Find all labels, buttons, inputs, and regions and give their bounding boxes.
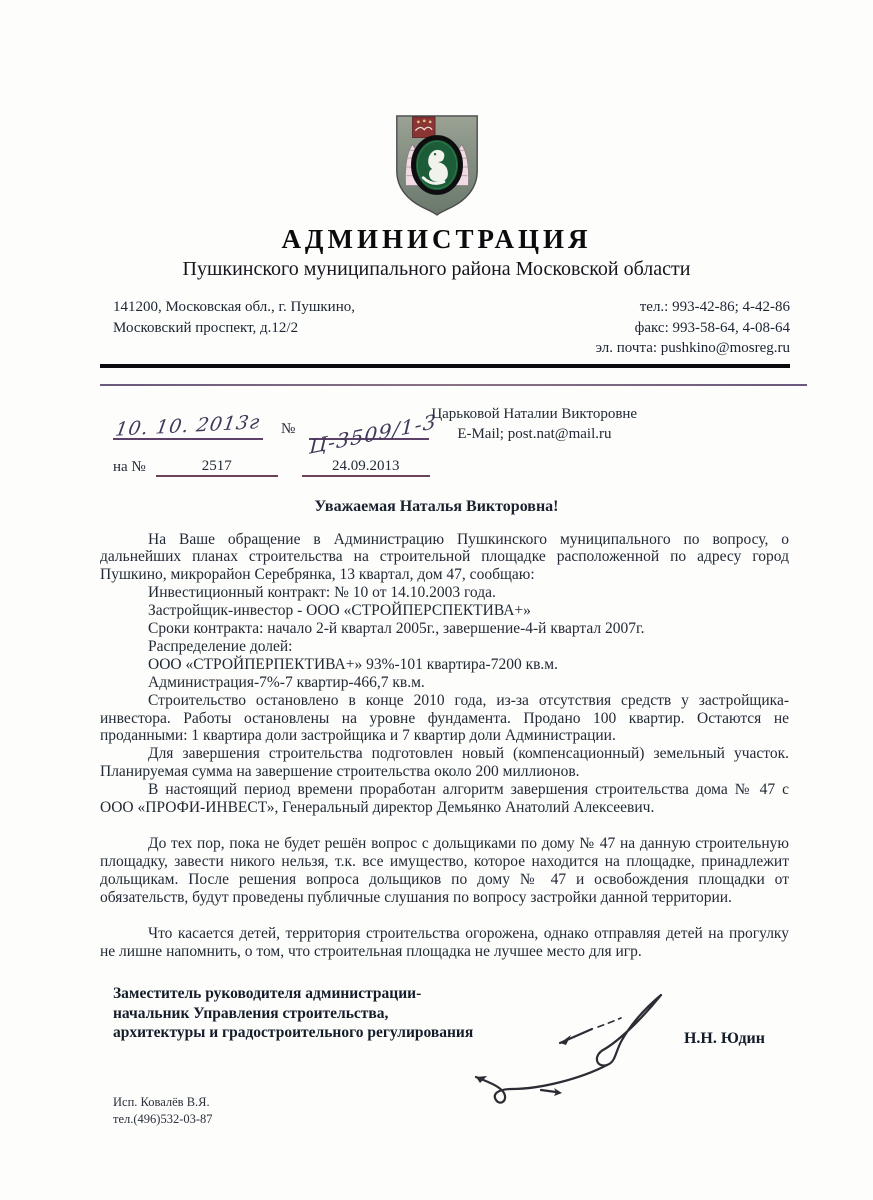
signatory-title-line: начальник Управления строительства,	[113, 1004, 389, 1022]
address-line-2: Московский проспект, д.12/2	[113, 319, 299, 336]
body-paragraph: Застройщик-инвестор - ООО «СТРОЙПЕРСПЕКТИВА+»	[148, 602, 531, 620]
signatory-title-line: архитектуры и градостроительного регулирования	[113, 1024, 474, 1042]
outgoing-ref-row	[113, 400, 790, 459]
signatory-name: Н.Н. Юдин	[683, 1030, 765, 1048]
coat-of-arms-icon	[392, 114, 482, 216]
number-sign: №	[281, 420, 296, 437]
body-paragraph: ООО «СТРОЙПЕРПЕКТИВА+» 93%-101 квартира-7200 кв.м.	[148, 655, 558, 673]
divider-thin	[100, 384, 807, 386]
address-line-1: 141200, Московская обл., г. Пушкино,	[113, 299, 355, 315]
body-paragraph: Инвестиционный контракт: № 10 от 14.10.2003 года.	[148, 584, 496, 602]
org-subtitle: Пушкинского муниципального района Московской области	[182, 258, 691, 280]
org-name: АДМИНИСТРАЦИЯ	[281, 224, 592, 254]
body-paragraph: До тех пор, пока не будет решён вопрос с дольщиками по дому № 47 на данную строительную площадку, завести никого нельзя, т.к. все имущество, которое находится на площадке, принадлежит дольщикам. После решения вопроса дольщиков по дому № 47 и освобождения площадки от обязательств, будут проведены публичные слушания по вопросу застройки данной территории.	[100, 835, 789, 906]
letterhead	[0, 0, 873, 281]
body-paragraph: Администрация-7%-7 квартир-466,7 кв.м.	[148, 673, 425, 691]
fax-line: факс: 993-58-64, 4-08-64	[634, 319, 790, 336]
outgoing-date-field	[113, 410, 263, 441]
contact-block	[113, 297, 790, 359]
outgoing-number-field	[309, 408, 438, 459]
signatory-title-line: Заместитель руководителя администрации-	[113, 985, 422, 1003]
body-paragraph: Строительство остановлено в конце 2010 года, из-за отсутствия средств у застройщика-инвестора. Работы остановлены на уровне фундамента. Продано 100 квартир. Остаются не проданными: 1 квартира доли застройщика и 7 квартир доли Администрации.	[100, 691, 789, 745]
salutation: Уважаемая Наталья Викторовна!	[314, 497, 559, 515]
phone-line: тел.: 993-42-86; 4-42-86	[639, 299, 790, 315]
contact-details	[596, 297, 790, 359]
executor-phone: тел.(496)532-03-87	[113, 1111, 213, 1126]
body-paragraph: Что касается детей, территория строительства огорожена, однако отправляя детей на прогулку не лишне напомнить, о том, что строительная площадка не лучшее место для игр.	[100, 924, 789, 960]
handwritten-date: 10. 10. 2013г	[113, 410, 263, 441]
body-paragraph: В настоящий период времени проработан алгоритм завершения строительства дома № 47 с ООО «ПРОФИ-ИНВЕСТ», Генеральный директор Демьянко Анатолий Алексеевич.	[100, 781, 789, 817]
recipient-block	[431, 404, 637, 444]
reply-number-field: 2517	[156, 458, 278, 477]
reference-block	[113, 400, 790, 484]
handwritten-signature	[440, 982, 690, 1107]
body-paragraph: На Ваше обращение в Администрацию Пушкинского муниципального по вопросу, о дальнейших планах строительства на строительной площадке расположенной по адресу город Пушкино, микрорайон Серебрянка, 13 квартал, дом 47, сообщаю:	[100, 530, 789, 584]
recipient-name: Царьковой Наталии Викторовне	[431, 405, 638, 422]
email-line: эл. почта: pushkino@mosreg.ru	[595, 340, 790, 356]
recipient-email: E-Mail; post.nat@mail.ru	[457, 425, 612, 442]
reply-date-field: 24.09.2013	[302, 458, 430, 477]
executor-name: Исп. Ковалёв В.Я.	[113, 1095, 210, 1110]
body-paragraph: Сроки контракта: начало 2-й квартал 2005г., завершение-4-й квартал 2007г.	[148, 620, 645, 638]
reply-ref-label: на №	[113, 458, 146, 475]
handwritten-number: Ц-3509/1-3	[309, 408, 438, 459]
body-paragraph: Распределение долей:	[148, 637, 293, 655]
body-paragraph: Для завершения строительства подготовлен новый (компенсационный) земельный участок. Планируемая сумма на завершение строительства около 200 миллионов.	[100, 745, 789, 781]
incoming-ref-row	[113, 458, 790, 477]
divider-thick	[100, 364, 790, 368]
signature-block	[113, 984, 789, 1084]
postal-address	[113, 297, 355, 359]
letter-body	[100, 531, 789, 961]
